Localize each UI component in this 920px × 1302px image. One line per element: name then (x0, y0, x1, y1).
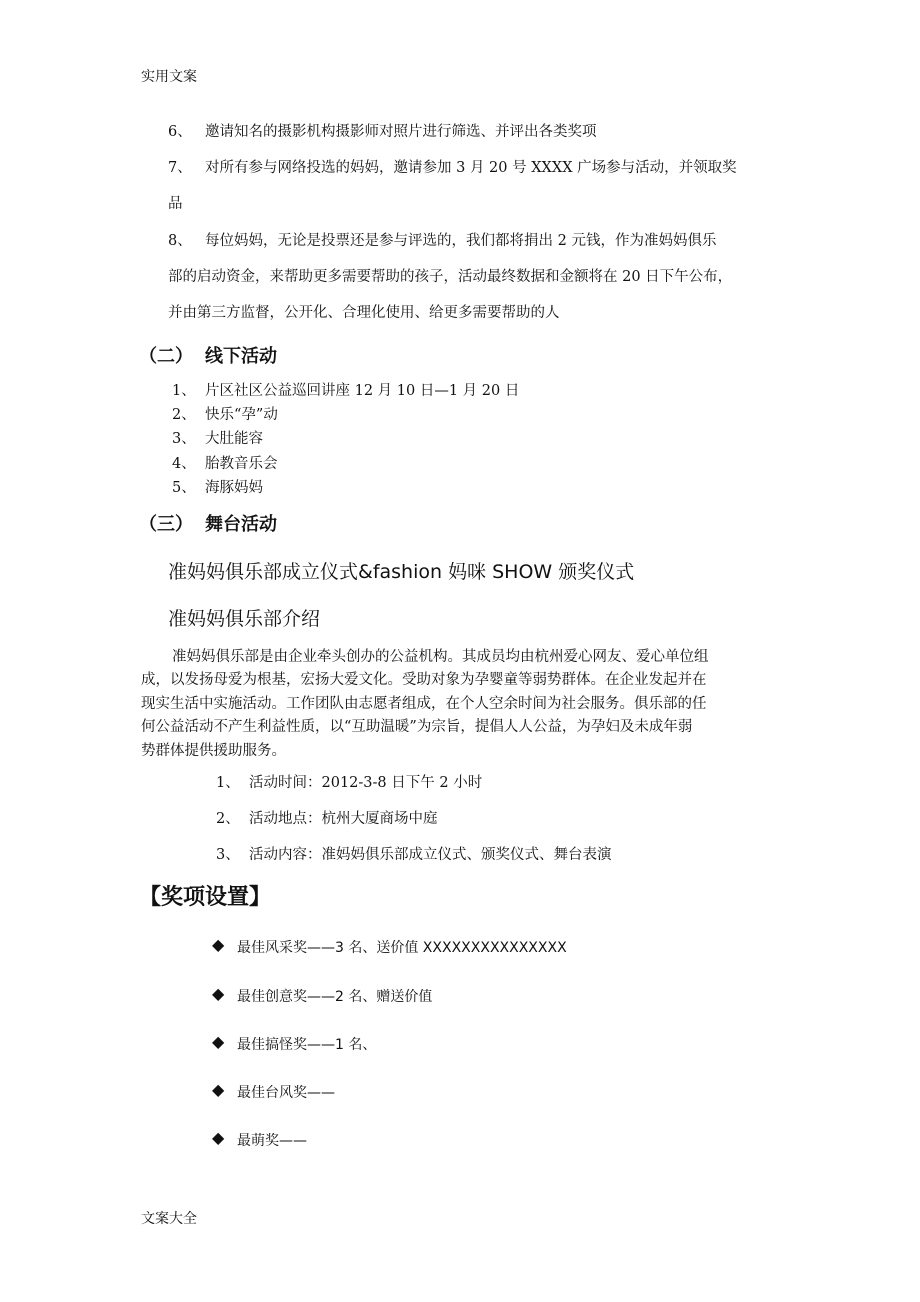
list-item-text-cont: 品 (168, 196, 183, 212)
detail-number: 2、 (216, 811, 240, 827)
intro-line: 何公益活动不产生利益性质，以“互助温暖”为宗旨，提倡人人公益，为孕妇及未成年弱 (141, 719, 693, 735)
activity-item: 片区社区公益巡回讲座 12 月 10 日—1 月 20 日 (205, 383, 520, 399)
list-item-number: 8、 (168, 233, 192, 249)
detail-item: 活动时间：2012-3-8 日下午 2 小时 (249, 775, 483, 791)
list-item-number: 7、 (168, 160, 192, 176)
activity-number: 1、 (172, 383, 196, 399)
intro-line: 现实生活中实施活动。工作团队由志愿者组成，在个人空余时间为社会服务。俱乐部的任 (141, 696, 707, 712)
award-item: 最佳风采奖——3 名、送价值 XXXXXXXXXXXXXXX (237, 940, 567, 956)
list-item-text: 对所有参与网络投选的妈妈，邀请参加 3 月 20 号 XXXX 广场参与活动，并领取奖 (205, 160, 737, 176)
section-label: （二） (139, 346, 193, 367)
activity-number: 3、 (172, 431, 196, 447)
diamond-bullet-icon: ◆ (212, 1080, 225, 1099)
activity-number: 2、 (172, 407, 196, 423)
list-item-text: 每位妈妈，无论是投票还是参与评选的，我们都将捐出 2 元钱，作为准妈妈俱乐 (205, 233, 717, 249)
page-footer: 文案大全 (141, 1211, 197, 1227)
stage-subtitle: 准妈妈俱乐部成立仪式&fashion 妈咪 SHOW 颁奖仪式 (168, 561, 635, 583)
detail-item: 活动地点：杭州大厦商场中庭 (249, 811, 438, 827)
diamond-bullet-icon: ◆ (212, 1128, 225, 1147)
section-label: （三） (139, 514, 193, 535)
activity-item: 快乐“孕”动 (205, 407, 278, 423)
intro-line: 势群体提供援助服务。 (141, 743, 286, 759)
section-heading: 舞台活动 (205, 514, 277, 535)
detail-number: 1、 (216, 775, 240, 791)
club-intro-heading: 准妈妈俱乐部介绍 (168, 608, 321, 630)
award-item: 最佳搞怪奖——1 名、 (237, 1037, 377, 1053)
intro-line: 成，以发扬母爱为根基，宏扬大爱文化。受助对象为孕婴童等弱势群体。在企业发起并在 (141, 672, 707, 688)
diamond-bullet-icon: ◆ (212, 1032, 225, 1051)
diamond-bullet-icon: ◆ (212, 984, 225, 1003)
intro-line: 准妈妈俱乐部是由企业牵头创办的公益机构。其成员均由杭州爱心网友、爱心单位组 (172, 649, 709, 665)
list-item-text-cont: 部的启动资金，来帮助更多需要帮助的孩子，活动最终数据和金额将在 20 日下午公布， (168, 269, 733, 285)
list-item-text-cont: 并由第三方监督，公开化、合理化使用、给更多需要帮助的人 (168, 305, 560, 321)
award-item: 最佳台风奖—— (237, 1085, 335, 1101)
list-item-text: 邀请知名的摄影机构摄影师对照片进行筛选、并评出各类奖项 (205, 124, 597, 140)
activity-number: 5、 (172, 480, 196, 496)
diamond-bullet-icon: ◆ (212, 935, 225, 954)
activity-item: 海豚妈妈 (205, 480, 263, 496)
activity-number: 4、 (172, 456, 196, 472)
section-heading: 线下活动 (205, 346, 277, 367)
award-item: 最萌奖—— (237, 1133, 307, 1149)
detail-number: 3、 (216, 847, 240, 863)
activity-item: 胎教音乐会 (205, 456, 278, 472)
awards-heading: 【奖项设置】 (139, 884, 272, 910)
detail-item: 活动内容：准妈妈俱乐部成立仪式、颁奖仪式、舞台表演 (249, 847, 612, 863)
award-item: 最佳创意奖——2 名、赠送价值 (237, 989, 433, 1005)
list-item-number: 6、 (168, 124, 192, 140)
activity-item: 大肚能容 (205, 431, 263, 447)
page-header: 实用文案 (141, 69, 197, 85)
